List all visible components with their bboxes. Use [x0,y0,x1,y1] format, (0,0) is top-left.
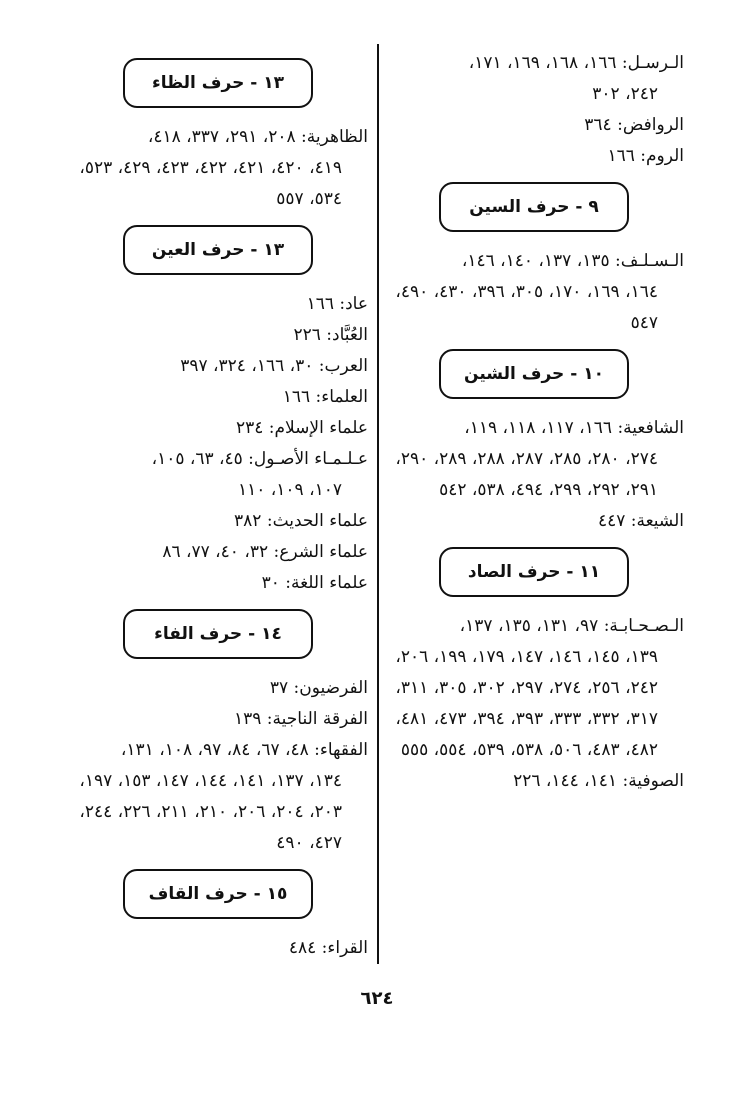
entry-firqa-najiya [68,704,368,735]
heading-ain-wrap [68,225,368,275]
entry-dhahiriya [68,122,368,215]
entry-text: العرب: ٣٠، ١٦٦، ٣٢٤، ٣٩٧ [180,356,368,376]
entry-continuation: ١٣٤، ١٣٧، ١٤١، ١٤٤، ١٤٧، ١٥٣، ١٩٧، ٢٠٣، ٢٠٤، ٢٠٦، ٢١٠، ٢١١، ٢٢٦، ٢٤٤، ٤٢٧، ٤٩٠ [79,771,342,853]
entry-qurra [68,933,368,964]
entry-sahaba [384,611,684,766]
entry-text: عـلـمـاء الأصـول: ٤٥، ٦٣، ١٠٥، [151,449,368,469]
left-column [68,48,368,964]
heading-sheen: ١٠ - حرف الشين [439,349,629,399]
entry-aad [68,289,368,320]
entry-continuation: ١٦٤، ١٦٩، ١٧٠، ٣٠٥، ٣٩٦، ٤٣٠، ٤٩٠، ٥٤٧ [395,282,658,333]
column-divider [377,44,379,964]
entry-continuation: ١٠٧، ١٠٩، ١١٠ [238,480,342,500]
heading-sad: ١١ - حرف الصاد [439,547,629,597]
heading-qaf: ١٥ - حرف القاف [123,869,313,919]
entry-sufiya [384,766,684,797]
entry-shia [384,506,684,537]
heading-seen: ٩ - حرف السين [439,182,629,232]
entry-continuation: ١٣٩، ١٤٥، ١٤٦، ١٤٧، ١٧٩، ١٩٩، ٢٠٦، ٢٤٢، ٢٥٦، ٢٧٤، ٢٩٧، ٣٠٢، ٣٠٥، ٣١١، ٣١٧، ٣٣٢، ٣٣٣، ٣٩٣، ٣٩٤، ٤٧٣، ٤٨١، ٤٨٢، ٤٨٣، ٥٠٦، ٥٣٨، ٥٣٩، ٥٥٤، ٥٥٥ [395,647,658,760]
entry-text: العُبَّاد: ٢٢٦ [293,325,368,345]
entry-text: القراء: ٤٨٤ [288,938,368,958]
entry-ubbad [68,320,368,351]
heading-taa: ١٣ - حرف الظاء [123,58,313,108]
heading-qaf-wrap [68,869,368,919]
heading-sad-wrap [384,547,684,597]
entry-text: الـصـحـابـة: ٩٧، ١٣١، ١٣٥، ١٣٧، [459,616,684,636]
entry-arab [68,351,368,382]
entry-ulama-hadith [68,506,368,537]
entry-fuqaha [68,735,368,859]
entry-text: الروم: ١٦٦ [607,146,684,166]
entry-ulama-lugha [68,568,368,599]
entry-ulama-shar [68,537,368,568]
page-number: ٦٢٤ [360,988,394,1009]
entry-text: الشافعية: ١٦٦، ١١٧، ١١٨، ١١٩، [464,418,684,438]
entry-rawafid [384,110,684,141]
heading-faa: ١٤ - حرف الفاء [123,609,313,659]
entry-continuation: ٢٧٤، ٢٨٠، ٢٨٥، ٢٨٧، ٢٨٨، ٢٨٩، ٢٩٠، ٢٩١، ٢٩٢، ٢٩٩، ٤٩٤، ٥٣٨، ٥٤٢ [395,449,658,500]
right-column [384,48,684,797]
entry-rum [384,141,684,172]
entry-text: الشيعة: ٤٤٧ [597,511,684,531]
entry-text: الروافض: ٣٦٤ [584,115,684,135]
entry-text: علماء اللغة: ٣٠ [261,573,368,593]
entry-text: عاد: ١٦٦ [306,294,368,314]
entry-faradiyun [68,673,368,704]
entry-ulama-usul [68,444,368,506]
heading-sheen-wrap [384,349,684,399]
entry-salaf [384,246,684,339]
heading-ain: ١٣ - حرف العين [123,225,313,275]
entry-text: علماء الحديث: ٣٨٢ [234,511,368,531]
heading-faa-wrap [68,609,368,659]
entry-text: الفرضيون: ٣٧ [269,678,368,698]
entry-rusul [384,48,684,110]
entry-text: الفقهاء: ٤٨، ٦٧، ٨٤، ٩٧، ١٠٨، ١٣١، [120,740,368,760]
entry-continuation: ٢٤٢، ٣٠٢ [592,84,658,104]
entry-ulama-islam [68,413,368,444]
heading-seen-wrap [384,182,684,232]
entry-text: العلماء: ١٦٦ [282,387,368,407]
heading-taa-wrap [68,58,368,108]
entry-text: الـرسـل: ١٦٦، ١٦٨، ١٦٩، ١٧١، [468,53,684,73]
entry-text: علماء الشرع: ٣٢، ٤٠، ٧٧، ٨٦ [162,542,368,562]
entry-text: علماء الإسلام: ٢٣٤ [235,418,368,438]
entry-continuation: ٤١٩، ٤٢٠، ٤٢١، ٤٢٢، ٤٢٣، ٤٢٩، ٥٢٣، ٥٣٤، ٥٥٧ [79,158,342,209]
entry-text: الـسـلـف: ١٣٥، ١٣٧، ١٤٠، ١٤٦، [461,251,684,271]
entry-text: الظاهرية: ٢٠٨، ٢٩١، ٣٣٧، ٤١٨، [147,127,368,147]
entry-shafiiya [384,413,684,506]
entry-text: الصوفية: ١٤١، ١٤٤، ٢٢٦ [513,771,684,791]
entry-text: الفرقة الناجية: ١٣٩ [233,709,368,729]
entry-ulama [68,382,368,413]
